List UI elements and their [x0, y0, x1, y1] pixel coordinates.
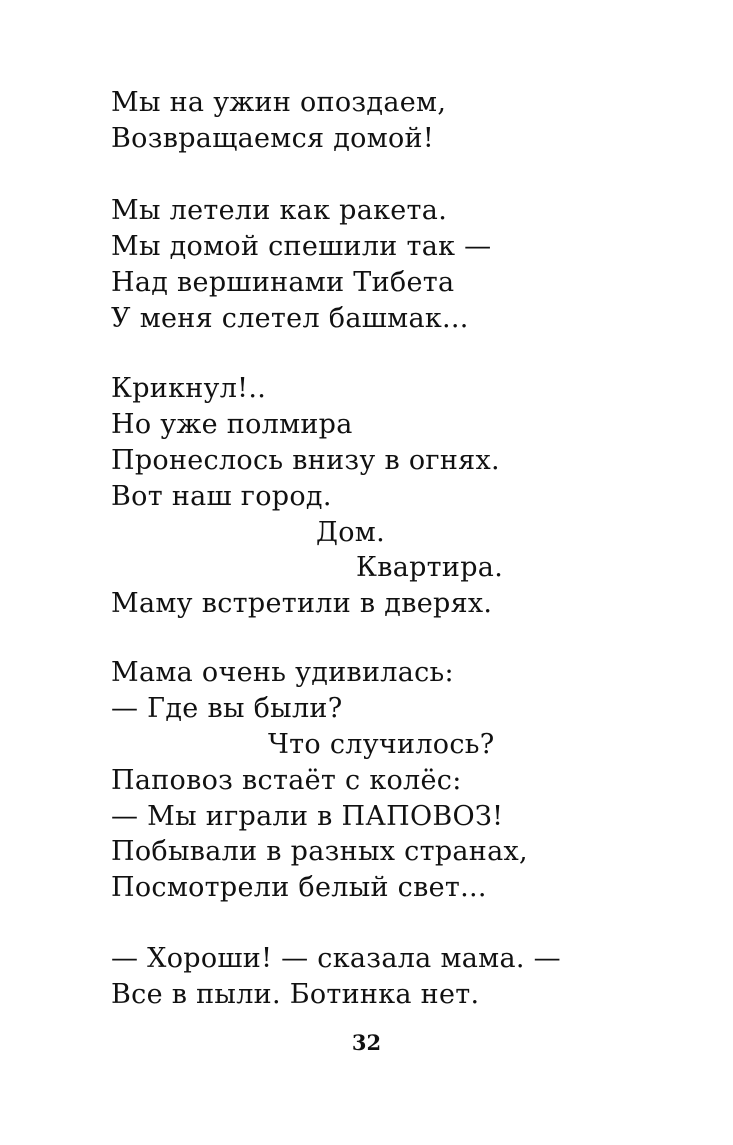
poem-line: Вот наш город. — [111, 481, 332, 512]
poem-line: Все в пыли. Ботинка нет. — [111, 979, 480, 1010]
poem-line: Над вершинами Тибета — [111, 267, 455, 298]
poem-line: Посмотрели белый свет... — [111, 872, 487, 903]
poem-line: Но уже полмира — [111, 409, 353, 440]
poem-line: Побывали в разных странах, — [111, 836, 528, 867]
poem-line: Что случилось? — [268, 729, 495, 760]
poem-line: Мы летели как ракета. — [111, 195, 448, 226]
poem-line: Маму встретили в дверях. — [111, 588, 493, 619]
poem-line: Дом. — [316, 517, 385, 548]
poem-line: — Мы играли в ПАПОВОЗ! — [111, 801, 504, 832]
poem-line: Мама очень удивилась: — [111, 657, 454, 688]
page-number: 32 — [351, 1030, 382, 1055]
poem-line: Возвращаемся домой! — [111, 123, 435, 154]
poem-line: Мы на ужин опоздаем, — [111, 87, 447, 118]
poem-line: Паповоз встаёт с колёс: — [111, 765, 462, 796]
poem-line: Крикнул!.. — [111, 373, 267, 404]
poem-line: — Где вы были? — [111, 693, 343, 724]
poem-line: Пронеслось внизу в огнях. — [111, 445, 500, 476]
poem-line: У меня слетел башмак... — [111, 303, 469, 334]
poem-line: Мы домой спешили так — — [111, 231, 492, 262]
poem-line: Квартира. — [356, 552, 504, 583]
poem-line: — Хороши! — сказала мама. — — [111, 943, 561, 974]
